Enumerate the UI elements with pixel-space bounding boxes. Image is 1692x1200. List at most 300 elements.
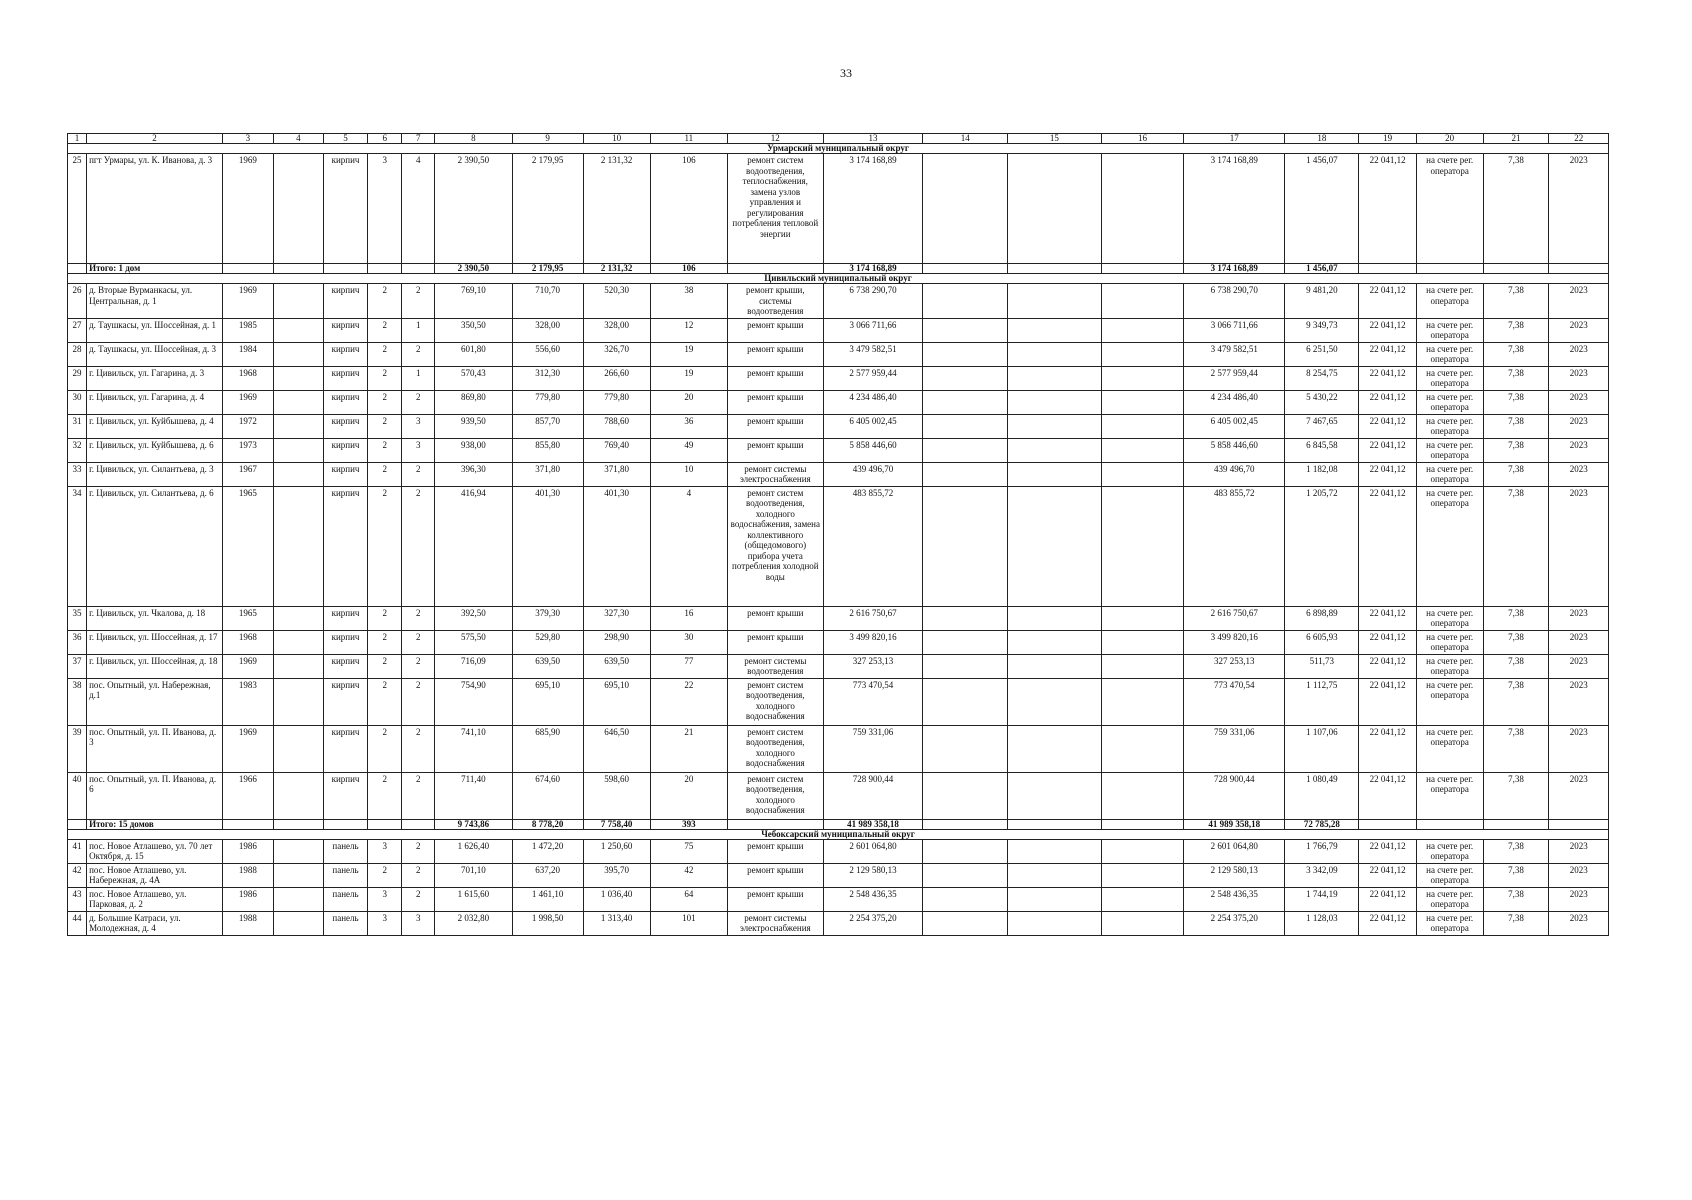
cost-cell: 2 254 375,20 bbox=[823, 911, 923, 935]
residents-cell: 38 bbox=[650, 284, 727, 319]
table-row bbox=[68, 606, 1609, 630]
cost-cell: 4 234 486,40 bbox=[823, 390, 923, 414]
floors-cell: 2 bbox=[368, 390, 402, 414]
column-number-row bbox=[68, 134, 1609, 144]
total-cost-cell: 439 496,70 bbox=[1184, 462, 1285, 486]
work-type-cell: ремонт крыши bbox=[728, 887, 824, 911]
cost-cell: 3 174 168,89 bbox=[823, 154, 923, 264]
table-row bbox=[68, 887, 1609, 911]
empty-cell bbox=[1101, 772, 1184, 819]
table-row bbox=[68, 414, 1609, 438]
unit-cost-cell: 6 605,93 bbox=[1285, 630, 1359, 654]
fund-method-cell: на счете рег. оператора bbox=[1416, 654, 1483, 678]
empty-cell bbox=[1483, 819, 1549, 829]
total-area-cell: 711,40 bbox=[435, 772, 512, 819]
total-unit-cost-cell: 1 456,07 bbox=[1285, 264, 1359, 274]
unit-cost-cell: 6 898,89 bbox=[1285, 606, 1359, 630]
fund-method-cell: на счете рег. оператора bbox=[1416, 438, 1483, 462]
residents-cell: 49 bbox=[650, 438, 727, 462]
year-built-cell: 1965 bbox=[222, 486, 273, 606]
empty-cell bbox=[728, 819, 824, 829]
year-built-cell: 1972 bbox=[222, 414, 273, 438]
wall-material-cell: кирпич bbox=[323, 342, 368, 366]
total-cost-cell: 728 900,44 bbox=[1184, 772, 1285, 819]
column-number: 14 bbox=[923, 134, 1008, 144]
total-area-cell: 570,43 bbox=[435, 366, 512, 390]
unit-cost-cell: 3 342,09 bbox=[1285, 863, 1359, 887]
total-cost-cell: 2 601 064,80 bbox=[1184, 839, 1285, 863]
empty-cell bbox=[1101, 438, 1184, 462]
district-header-row bbox=[68, 829, 1609, 839]
column-number: 3 bbox=[222, 134, 273, 144]
wall-material-cell: кирпич bbox=[323, 414, 368, 438]
rate-cell: 7,38 bbox=[1483, 911, 1549, 935]
wall-material-cell: панель bbox=[323, 839, 368, 863]
living-area-cell: 556,60 bbox=[512, 342, 583, 366]
residents-cell: 19 bbox=[650, 342, 727, 366]
living-area-cell: 371,80 bbox=[512, 462, 583, 486]
limit-cost-cell: 22 041,12 bbox=[1359, 414, 1416, 438]
living-area-cell: 639,50 bbox=[512, 654, 583, 678]
empty-cell bbox=[1008, 318, 1101, 342]
year-built-cell: 1973 bbox=[222, 438, 273, 462]
empty-cell bbox=[923, 318, 1008, 342]
empty-cell bbox=[273, 284, 323, 319]
empty-cell bbox=[1416, 264, 1483, 274]
fund-method-cell: на счете рег. оператора bbox=[1416, 414, 1483, 438]
entrances-cell: 2 bbox=[402, 678, 435, 725]
floors-cell: 3 bbox=[368, 911, 402, 935]
living-area-cell: 855,80 bbox=[512, 438, 583, 462]
empty-cell bbox=[222, 264, 273, 274]
rate-cell: 7,38 bbox=[1483, 438, 1549, 462]
empty-cell bbox=[923, 678, 1008, 725]
residential-area-cell: 779,80 bbox=[583, 390, 650, 414]
empty-cell bbox=[1008, 678, 1101, 725]
empty-cell bbox=[1008, 911, 1101, 935]
cost-cell: 2 548 436,35 bbox=[823, 887, 923, 911]
empty-cell bbox=[1008, 725, 1101, 772]
empty-cell bbox=[923, 414, 1008, 438]
column-number: 8 bbox=[435, 134, 512, 144]
empty-cell bbox=[402, 264, 435, 274]
address-cell: г. Цивильск, ул. Силантьева, д. 6 bbox=[87, 486, 223, 606]
entrances-cell: 2 bbox=[402, 462, 435, 486]
entrances-cell: 2 bbox=[402, 486, 435, 606]
total-residential-area-cell: 7 758,40 bbox=[583, 819, 650, 829]
total-cost-cell: 2 548 436,35 bbox=[1184, 887, 1285, 911]
empty-cell bbox=[1008, 819, 1101, 829]
work-type-cell: ремонт крыши bbox=[728, 318, 824, 342]
empty-cell bbox=[1549, 264, 1609, 274]
total-area-cell: 769,10 bbox=[435, 284, 512, 319]
residential-area-cell: 266,60 bbox=[583, 366, 650, 390]
residential-area-cell: 598,60 bbox=[583, 772, 650, 819]
residential-area-cell: 788,60 bbox=[583, 414, 650, 438]
empty-cell bbox=[1008, 438, 1101, 462]
empty-cell bbox=[273, 366, 323, 390]
total-living-area-cell: 2 179,95 bbox=[512, 264, 583, 274]
wall-material-cell: панель bbox=[323, 863, 368, 887]
fund-method-cell: на счете рег. оператора bbox=[1416, 606, 1483, 630]
total-area-cell: 350,50 bbox=[435, 318, 512, 342]
limit-cost-cell: 22 041,12 bbox=[1359, 606, 1416, 630]
residential-area-cell: 520,30 bbox=[583, 284, 650, 319]
entrances-cell: 3 bbox=[402, 438, 435, 462]
row-number: 34 bbox=[68, 486, 87, 606]
year-built-cell: 1968 bbox=[222, 366, 273, 390]
rate-cell: 7,38 bbox=[1483, 154, 1549, 264]
empty-cell bbox=[1101, 318, 1184, 342]
residential-area-cell: 395,70 bbox=[583, 863, 650, 887]
address-cell: г. Цивильск, ул. Куйбышева, д. 4 bbox=[87, 414, 223, 438]
empty-cell bbox=[923, 839, 1008, 863]
total-cost-cell: 41 989 358,18 bbox=[823, 819, 923, 829]
empty-cell bbox=[368, 819, 402, 829]
total-area-cell: 392,50 bbox=[435, 606, 512, 630]
entrances-cell: 2 bbox=[402, 839, 435, 863]
total-area-cell: 741,10 bbox=[435, 725, 512, 772]
empty-cell bbox=[923, 264, 1008, 274]
work-type-cell: ремонт системы электроснабжения bbox=[728, 911, 824, 935]
empty-cell bbox=[273, 725, 323, 772]
total-cost-cell: 2 577 959,44 bbox=[1184, 366, 1285, 390]
empty-cell bbox=[923, 284, 1008, 319]
living-area-cell: 401,30 bbox=[512, 486, 583, 606]
empty-cell bbox=[1101, 911, 1184, 935]
entrances-cell: 4 bbox=[402, 154, 435, 264]
total-cost-cell: 3 499 820,16 bbox=[1184, 630, 1285, 654]
rate-cell: 7,38 bbox=[1483, 630, 1549, 654]
empty-cell bbox=[923, 887, 1008, 911]
cost-cell: 728 900,44 bbox=[823, 772, 923, 819]
living-area-cell: 2 179,95 bbox=[512, 154, 583, 264]
empty-cell bbox=[273, 318, 323, 342]
floors-cell: 3 bbox=[368, 154, 402, 264]
limit-cost-cell: 22 041,12 bbox=[1359, 911, 1416, 935]
empty-cell bbox=[1008, 342, 1101, 366]
cost-cell: 2 577 959,44 bbox=[823, 366, 923, 390]
empty-cell bbox=[323, 819, 368, 829]
empty-cell bbox=[923, 438, 1008, 462]
floors-cell: 2 bbox=[368, 462, 402, 486]
unit-cost-cell: 1 205,72 bbox=[1285, 486, 1359, 606]
total-area-cell: 416,94 bbox=[435, 486, 512, 606]
column-number: 12 bbox=[728, 134, 824, 144]
empty-cell bbox=[1101, 819, 1184, 829]
total-area-cell: 938,00 bbox=[435, 438, 512, 462]
year-built-cell: 1985 bbox=[222, 318, 273, 342]
residents-cell: 20 bbox=[650, 772, 727, 819]
living-area-cell: 312,30 bbox=[512, 366, 583, 390]
planned-year-cell: 2023 bbox=[1549, 772, 1609, 819]
limit-cost-cell: 22 041,12 bbox=[1359, 725, 1416, 772]
empty-cell bbox=[923, 630, 1008, 654]
rate-cell: 7,38 bbox=[1483, 486, 1549, 606]
total-area-cell: 1 615,60 bbox=[435, 887, 512, 911]
address-cell: г. Цивильск, ул. Гагарина, д. 3 bbox=[87, 366, 223, 390]
wall-material-cell: кирпич bbox=[323, 772, 368, 819]
total-unit-cost-cell: 72 785,28 bbox=[1285, 819, 1359, 829]
unit-cost-cell: 6 251,50 bbox=[1285, 342, 1359, 366]
column-number: 19 bbox=[1359, 134, 1416, 144]
empty-cell bbox=[1008, 284, 1101, 319]
residents-cell: 20 bbox=[650, 390, 727, 414]
cost-cell: 3 066 711,66 bbox=[823, 318, 923, 342]
cost-cell: 3 499 820,16 bbox=[823, 630, 923, 654]
work-type-cell: ремонт систем водоотведения, теплоснабжения, замена узлов управления и регулирования потребления тепловой энергии bbox=[728, 154, 824, 264]
rate-cell: 7,38 bbox=[1483, 318, 1549, 342]
cost-cell: 3 479 582,51 bbox=[823, 342, 923, 366]
total-cost-cell: 773 470,54 bbox=[1184, 678, 1285, 725]
table-row bbox=[68, 839, 1609, 863]
total-area-cell: 939,50 bbox=[435, 414, 512, 438]
floors-cell: 2 bbox=[368, 284, 402, 319]
limit-cost-cell: 22 041,12 bbox=[1359, 154, 1416, 264]
unit-cost-cell: 1 182,08 bbox=[1285, 462, 1359, 486]
column-number: 5 bbox=[323, 134, 368, 144]
total-label-cell: Итого: 15 домов bbox=[87, 819, 223, 829]
residential-area-cell: 327,30 bbox=[583, 606, 650, 630]
empty-cell bbox=[1359, 819, 1416, 829]
table-row bbox=[68, 911, 1609, 935]
floors-cell: 2 bbox=[368, 438, 402, 462]
total-living-area-cell: 8 778,20 bbox=[512, 819, 583, 829]
table-row bbox=[68, 863, 1609, 887]
work-type-cell: ремонт крыши bbox=[728, 839, 824, 863]
limit-cost-cell: 22 041,12 bbox=[1359, 462, 1416, 486]
wall-material-cell: кирпич bbox=[323, 366, 368, 390]
empty-cell bbox=[273, 772, 323, 819]
table-row bbox=[68, 318, 1609, 342]
empty-cell bbox=[1101, 264, 1184, 274]
empty-cell bbox=[1008, 264, 1101, 274]
work-type-cell: ремонт крыши bbox=[728, 630, 824, 654]
total-area-cell: 2 032,80 bbox=[435, 911, 512, 935]
empty-cell bbox=[923, 342, 1008, 366]
cost-cell: 2 601 064,80 bbox=[823, 839, 923, 863]
planned-year-cell: 2023 bbox=[1549, 390, 1609, 414]
table-row bbox=[68, 390, 1609, 414]
repair-table-container bbox=[67, 133, 1609, 936]
empty-cell bbox=[923, 654, 1008, 678]
year-built-cell: 1983 bbox=[222, 678, 273, 725]
living-area-cell: 779,80 bbox=[512, 390, 583, 414]
column-number: 16 bbox=[1101, 134, 1184, 144]
cost-cell: 773 470,54 bbox=[823, 678, 923, 725]
entrances-cell: 2 bbox=[402, 654, 435, 678]
living-area-cell: 695,10 bbox=[512, 678, 583, 725]
empty-cell bbox=[923, 725, 1008, 772]
empty-cell bbox=[1008, 654, 1101, 678]
floors-cell: 2 bbox=[368, 630, 402, 654]
column-number: 15 bbox=[1008, 134, 1101, 144]
rate-cell: 7,38 bbox=[1483, 606, 1549, 630]
column-number: 9 bbox=[512, 134, 583, 144]
empty-cell bbox=[323, 264, 368, 274]
fund-method-cell: на счете рег. оператора bbox=[1416, 772, 1483, 819]
fund-method-cell: на счете рег. оператора bbox=[1416, 462, 1483, 486]
residential-area-cell: 1 036,40 bbox=[583, 887, 650, 911]
row-number: 37 bbox=[68, 654, 87, 678]
residential-area-cell: 371,80 bbox=[583, 462, 650, 486]
rate-cell: 7,38 bbox=[1483, 678, 1549, 725]
year-built-cell: 1969 bbox=[222, 154, 273, 264]
living-area-cell: 379,30 bbox=[512, 606, 583, 630]
limit-cost-cell: 22 041,12 bbox=[1359, 654, 1416, 678]
entrances-cell: 2 bbox=[402, 725, 435, 772]
work-type-cell: ремонт систем водоотведения, холодного водоснабжения bbox=[728, 725, 824, 772]
address-cell: г. Цивильск, ул. Чкалова, д. 18 bbox=[87, 606, 223, 630]
empty-cell bbox=[1008, 606, 1101, 630]
row-number: 33 bbox=[68, 462, 87, 486]
row-number: 35 bbox=[68, 606, 87, 630]
address-cell: г. Цивильск, ул. Гагарина, д. 4 bbox=[87, 390, 223, 414]
year-built-cell: 1968 bbox=[222, 630, 273, 654]
empty-cell bbox=[1008, 772, 1101, 819]
empty-cell bbox=[1008, 630, 1101, 654]
address-cell: д. Вторые Вурманкасы, ул. Центральная, д. 1 bbox=[87, 284, 223, 319]
year-built-cell: 1966 bbox=[222, 772, 273, 819]
wall-material-cell: кирпич bbox=[323, 154, 368, 264]
row-number: 28 bbox=[68, 342, 87, 366]
floors-cell: 2 bbox=[368, 863, 402, 887]
total-cost-cell: 3 174 168,89 bbox=[823, 264, 923, 274]
wall-material-cell: кирпич bbox=[323, 606, 368, 630]
empty-cell bbox=[923, 366, 1008, 390]
unit-cost-cell: 1 080,49 bbox=[1285, 772, 1359, 819]
district-name: Чебоксарский муниципальный округ bbox=[68, 829, 1609, 839]
cost-cell: 759 331,06 bbox=[823, 725, 923, 772]
total-total-cost-cell: 3 174 168,89 bbox=[1184, 264, 1285, 274]
wall-material-cell: кирпич bbox=[323, 654, 368, 678]
row-number: 42 bbox=[68, 863, 87, 887]
total-area-cell: 601,80 bbox=[435, 342, 512, 366]
total-total-area-cell: 2 390,50 bbox=[435, 264, 512, 274]
residential-area-cell: 2 131,32 bbox=[583, 154, 650, 264]
total-cost-cell: 2 616 750,67 bbox=[1184, 606, 1285, 630]
empty-cell bbox=[1101, 863, 1184, 887]
district-header-row bbox=[68, 274, 1609, 284]
year-built-cell: 1988 bbox=[222, 911, 273, 935]
residents-cell: 36 bbox=[650, 414, 727, 438]
limit-cost-cell: 22 041,12 bbox=[1359, 887, 1416, 911]
empty-cell bbox=[923, 390, 1008, 414]
wall-material-cell: кирпич bbox=[323, 284, 368, 319]
cost-cell: 483 855,72 bbox=[823, 486, 923, 606]
residents-cell: 16 bbox=[650, 606, 727, 630]
empty-cell bbox=[923, 911, 1008, 935]
repair-table bbox=[67, 133, 1609, 936]
rate-cell: 7,38 bbox=[1483, 414, 1549, 438]
limit-cost-cell: 22 041,12 bbox=[1359, 366, 1416, 390]
unit-cost-cell: 6 845,58 bbox=[1285, 438, 1359, 462]
work-type-cell: ремонт крыши, системы водоотведения bbox=[728, 284, 824, 319]
planned-year-cell: 2023 bbox=[1549, 725, 1609, 772]
rate-cell: 7,38 bbox=[1483, 390, 1549, 414]
entrances-cell: 1 bbox=[402, 318, 435, 342]
address-cell: пос. Опытный, ул. П. Иванова, д. 6 bbox=[87, 772, 223, 819]
table-row bbox=[68, 366, 1609, 390]
empty-cell bbox=[1008, 366, 1101, 390]
unit-cost-cell: 1 744,19 bbox=[1285, 887, 1359, 911]
planned-year-cell: 2023 bbox=[1549, 414, 1609, 438]
planned-year-cell: 2023 bbox=[1549, 606, 1609, 630]
address-cell: пгт Урмары, ул. К. Иванова, д. 3 bbox=[87, 154, 223, 264]
empty-cell bbox=[1101, 462, 1184, 486]
unit-cost-cell: 1 107,06 bbox=[1285, 725, 1359, 772]
unit-cost-cell: 511,73 bbox=[1285, 654, 1359, 678]
fund-method-cell: на счете рег. оператора bbox=[1416, 342, 1483, 366]
empty-cell bbox=[273, 887, 323, 911]
fund-method-cell: на счете рег. оператора bbox=[1416, 839, 1483, 863]
planned-year-cell: 2023 bbox=[1549, 839, 1609, 863]
fund-method-cell: на счете рег. оператора bbox=[1416, 366, 1483, 390]
total-residential-area-cell: 2 131,32 bbox=[583, 264, 650, 274]
floors-cell: 2 bbox=[368, 414, 402, 438]
table-row bbox=[68, 772, 1609, 819]
table-row bbox=[68, 678, 1609, 725]
limit-cost-cell: 22 041,12 bbox=[1359, 839, 1416, 863]
entrances-cell: 2 bbox=[402, 863, 435, 887]
rate-cell: 7,38 bbox=[1483, 462, 1549, 486]
cost-cell: 439 496,70 bbox=[823, 462, 923, 486]
row-number: 29 bbox=[68, 366, 87, 390]
residential-area-cell: 769,40 bbox=[583, 438, 650, 462]
living-area-cell: 710,70 bbox=[512, 284, 583, 319]
limit-cost-cell: 22 041,12 bbox=[1359, 390, 1416, 414]
planned-year-cell: 2023 bbox=[1549, 462, 1609, 486]
work-type-cell: ремонт крыши bbox=[728, 342, 824, 366]
row-number: 31 bbox=[68, 414, 87, 438]
row-number: 32 bbox=[68, 438, 87, 462]
empty-cell bbox=[1101, 630, 1184, 654]
address-cell: д. Таушкасы, ул. Шоссейная, д. 1 bbox=[87, 318, 223, 342]
unit-cost-cell: 5 430,22 bbox=[1285, 390, 1359, 414]
empty-cell bbox=[923, 486, 1008, 606]
district-header-row bbox=[68, 144, 1609, 154]
fund-method-cell: на счете рег. оператора bbox=[1416, 911, 1483, 935]
empty-cell bbox=[68, 819, 87, 829]
floors-cell: 3 bbox=[368, 839, 402, 863]
fund-method-cell: на счете рег. оператора bbox=[1416, 863, 1483, 887]
fund-method-cell: на счете рег. оператора bbox=[1416, 154, 1483, 264]
total-cost-cell: 3 479 582,51 bbox=[1184, 342, 1285, 366]
planned-year-cell: 2023 bbox=[1549, 887, 1609, 911]
address-cell: пос. Новое Атлашево, ул. Парковая, д. 2 bbox=[87, 887, 223, 911]
table-row bbox=[68, 654, 1609, 678]
year-built-cell: 1988 bbox=[222, 863, 273, 887]
total-cost-cell: 2 129 580,13 bbox=[1184, 863, 1285, 887]
year-built-cell: 1984 bbox=[222, 342, 273, 366]
address-cell: г. Цивильск, ул. Силантьева, д. 3 bbox=[87, 462, 223, 486]
empty-cell bbox=[1101, 654, 1184, 678]
row-number: 36 bbox=[68, 630, 87, 654]
planned-year-cell: 2023 bbox=[1549, 678, 1609, 725]
living-area-cell: 685,90 bbox=[512, 725, 583, 772]
planned-year-cell: 2023 bbox=[1549, 284, 1609, 319]
unit-cost-cell: 1 766,79 bbox=[1285, 839, 1359, 863]
empty-cell bbox=[1101, 390, 1184, 414]
work-type-cell: ремонт крыши bbox=[728, 438, 824, 462]
column-number: 7 bbox=[402, 134, 435, 144]
planned-year-cell: 2023 bbox=[1549, 486, 1609, 606]
column-number: 17 bbox=[1184, 134, 1285, 144]
residents-cell: 4 bbox=[650, 486, 727, 606]
floors-cell: 3 bbox=[368, 887, 402, 911]
rate-cell: 7,38 bbox=[1483, 839, 1549, 863]
address-cell: г. Цивильск, ул. Куйбышева, д. 6 bbox=[87, 438, 223, 462]
